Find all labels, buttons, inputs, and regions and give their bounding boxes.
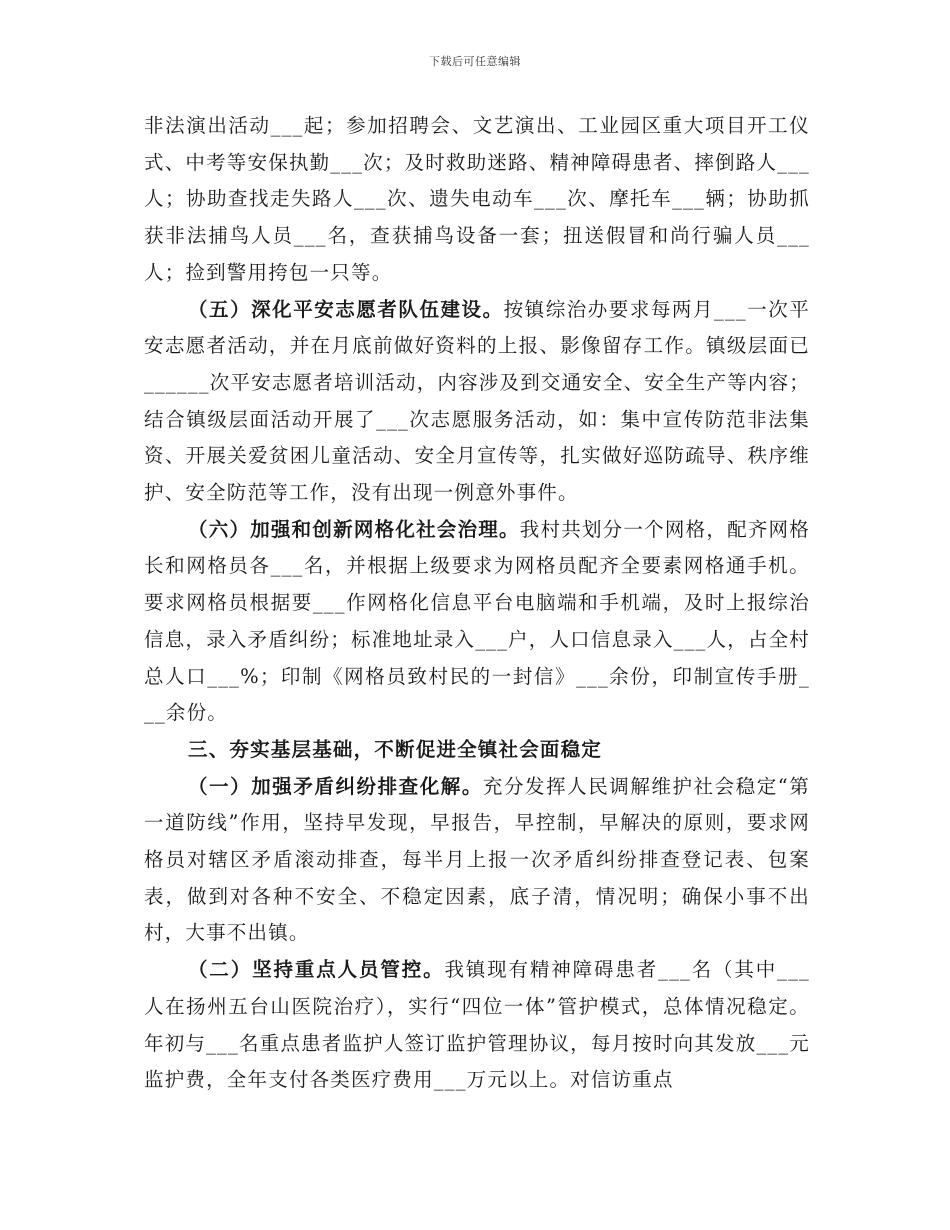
paragraph-key-personnel	[144, 952, 810, 1099]
paragraph-security-stats	[144, 108, 810, 292]
heading-text: 三、夯实基层基础，不断促进全镇社会面稳定	[188, 737, 603, 761]
paragraph-dispute-resolution	[144, 769, 810, 953]
section-lead-dispute: （一）加强矛盾纠纷排查化解。	[188, 774, 483, 798]
paragraph-volunteer-team	[144, 292, 810, 512]
page-header: 下载后可任意编辑	[429, 55, 521, 68]
section-heading-grassroots	[144, 732, 810, 769]
paragraph-text: 按镇综治办要求每两月___一次平安志愿者活动，并在月底前做好资料的上报、影像留存工作。镇级层面已______次平安志愿者培训活动，内容涉及到交通安全、安全生产等内容；结合镇级层面活动开展了___次志愿服务活动，如：集中宣传防范非法集资、开展关爱贫困儿童活动、安全月宣传等，扎实做好巡防疏导、秩序维护、安全防范等工作，没有出现一例意外事件。	[144, 297, 811, 505]
section-lead-personnel: （二）坚持重点人员管控。	[188, 958, 445, 982]
section-lead-volunteer: （五）深化平安志愿者队伍建设。	[188, 297, 504, 321]
document-body	[144, 108, 810, 1099]
paragraph-grid-governance	[144, 512, 810, 732]
paragraph-text: 非法演出活动___起；参加招聘会、文艺演出、工业园区重大项目开工仪式、中考等安保执勤___次；及时救助迷路、精神障碍患者、摔倒路人___人；协助查找走失路人___次、遗失电动车___次、摩托车___辆；协助抓获非法捕鸟人员___名，查获捕鸟设备一套；扭送假冒和尚行骗人员___人；捡到警用挎包一只等。	[144, 114, 811, 284]
section-lead-grid: （六）加强和创新网格化社会治理。	[188, 517, 520, 541]
paragraph-text: 我村共划分一个网格，配齐网格长和网格员各___名，并根据上级要求为网格员配齐全要素网格通手机。要求网格员根据要___作网格化信息平台电脑端和手机端，及时上报综治信息，录入矛盾纠纷；标准地址录入___户，人口信息录入___人，占全村总人口___%；印制《网格员致村民的一封信》___余份，印制宣传手册___余份。	[144, 517, 811, 725]
paragraph-text: 我镇现有精神障碍患者___名（其中___人在扬州五台山医院治疗），实行“四位一体”管护模式，总体情况稳定。年初与___名重点患者监护人签订监护管理协议，每月按时向其发放___元监护费，全年支付各类医疗费用___万元以上。对信访重点	[144, 958, 811, 1092]
paragraph-text: 充分发挥人民调解维护社会稳定“第一道防线”作用，坚持早发现，早报告，早控制，早解决的原则，要求网格员对辖区矛盾滚动排查，每半月上报一次矛盾纠纷排查登记表、包案表，做到对各种不安全、不稳定因素，底子清，情况明；确保小事不出村，大事不出镇。	[144, 774, 810, 945]
